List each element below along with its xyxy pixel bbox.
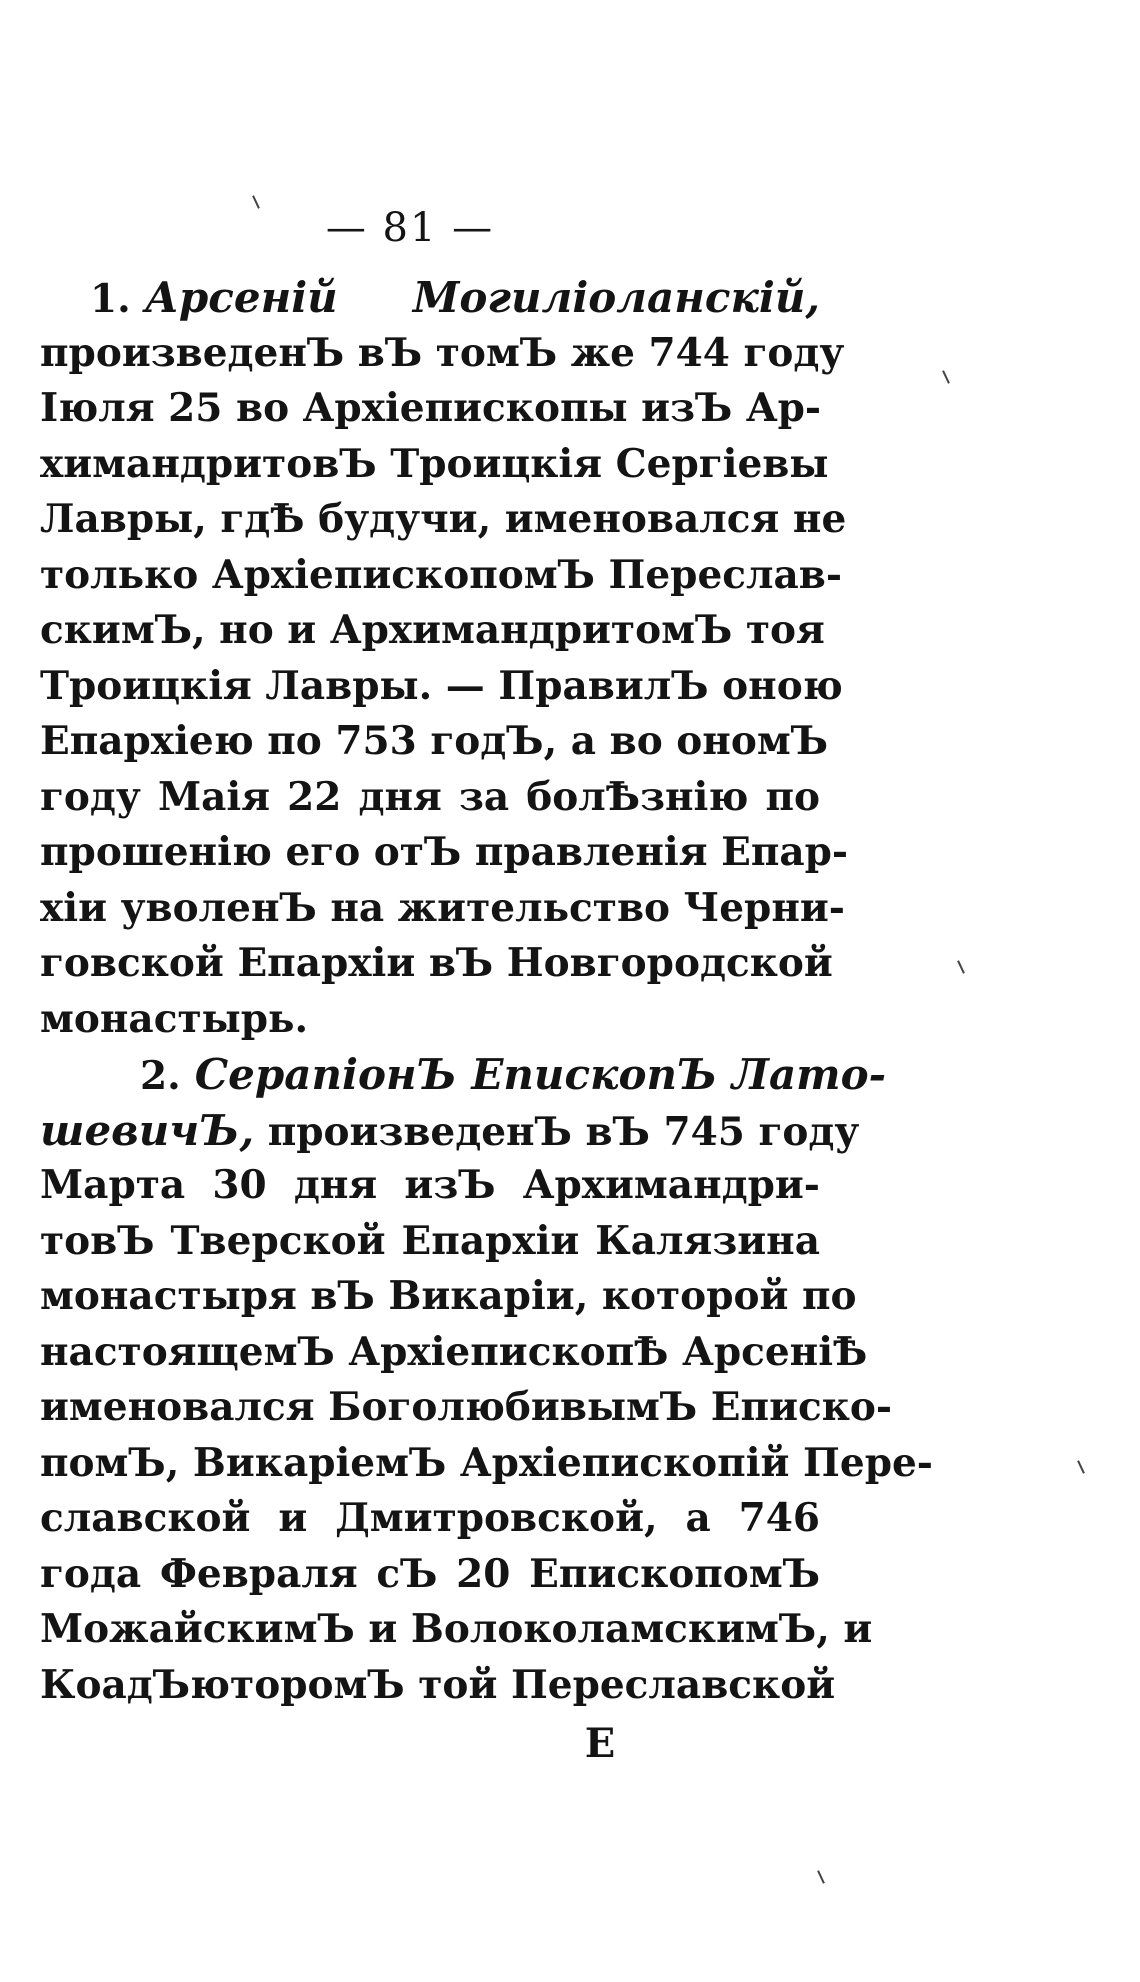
paragraph-2-title-cont: шевичЪ,	[40, 1105, 255, 1155]
paragraph-2-title: СерапіонЪ ЕпископЪ Лато-	[194, 1050, 887, 1099]
text-line: монастыря вЪ Викаріи, которой по	[40, 1273, 857, 1319]
text-line: МожайскимЪ и ВолоколамскимЪ, и	[40, 1606, 873, 1652]
paragraph-2-heading-line	[40, 1047, 887, 1103]
text-line: славской и Дмитровской, а 746	[40, 1495, 820, 1541]
paragraph-2-number: 2.	[140, 1053, 181, 1099]
text-line: КоадЪюторомЪ той Переславской	[40, 1661, 836, 1708]
text-line: говской Епархіи вЪ Новгородской	[40, 940, 833, 986]
paragraph-1-heading-line	[40, 270, 820, 326]
text-line: Марта 30 дня изЪ Архимандри-	[40, 1162, 820, 1208]
text-line: помЪ, ВикаріемЪ Архіепископій Пере-	[40, 1439, 933, 1486]
text-line: монастырь.	[40, 995, 309, 1042]
text-line: Іюля 25 во Архіепископы изЪ Ар-	[40, 385, 822, 431]
text-line: Лавры, гдѢ будучи, именовался не	[40, 496, 847, 542]
text-line: Епархіею по 753 годЪ, а во ономЪ	[40, 718, 829, 764]
text-line: года Февраля сЪ 20 ЕпископомЪ	[40, 1550, 820, 1597]
paragraph-2-first-rest: произведенЪ вЪ 745 году	[267, 1108, 860, 1155]
scan-speck	[817, 1870, 825, 1884]
signature-mark: Е	[584, 1720, 616, 1767]
scan-speck	[1077, 1460, 1085, 1474]
text-line: настоящемЪ АрхіепископѢ АрсеніѢ	[40, 1328, 868, 1375]
text-line: только АрхіепископомЪ Переслав-	[40, 551, 843, 598]
text-line: году Маія 22 дня за болѢзнію по	[40, 773, 820, 820]
body-text	[40, 270, 933, 1713]
text-line: прошенію его отЪ правленія Епар-	[40, 829, 849, 875]
text-line: товЪ Тверской Епархіи Калязина	[40, 1217, 820, 1264]
scan-speck	[942, 370, 950, 384]
text-line: химандритовЪ Троицкія Сергіевы	[40, 440, 829, 487]
paragraph-1-title: Арсеній Могиліоланскій,	[144, 273, 820, 322]
text-line: хіи уволенЪ на жительство Черни-	[40, 884, 845, 931]
text-line: скимЪ, но и АрхимандритомЪ тоя	[40, 607, 825, 653]
scan-speck	[957, 960, 965, 974]
page-number: — 81 —	[325, 205, 495, 251]
scan-speck	[252, 195, 260, 209]
text-line: произведенЪ вЪ томЪ же 744 году	[40, 329, 845, 376]
text-line: Троицкія Лавры. — ПравилЪ оною	[40, 662, 843, 709]
text-line: именовался БоголюбивымЪ Еписко-	[40, 1384, 893, 1430]
paragraph-1-number: 1.	[90, 276, 131, 322]
paragraph-2-second-line	[40, 1103, 860, 1159]
